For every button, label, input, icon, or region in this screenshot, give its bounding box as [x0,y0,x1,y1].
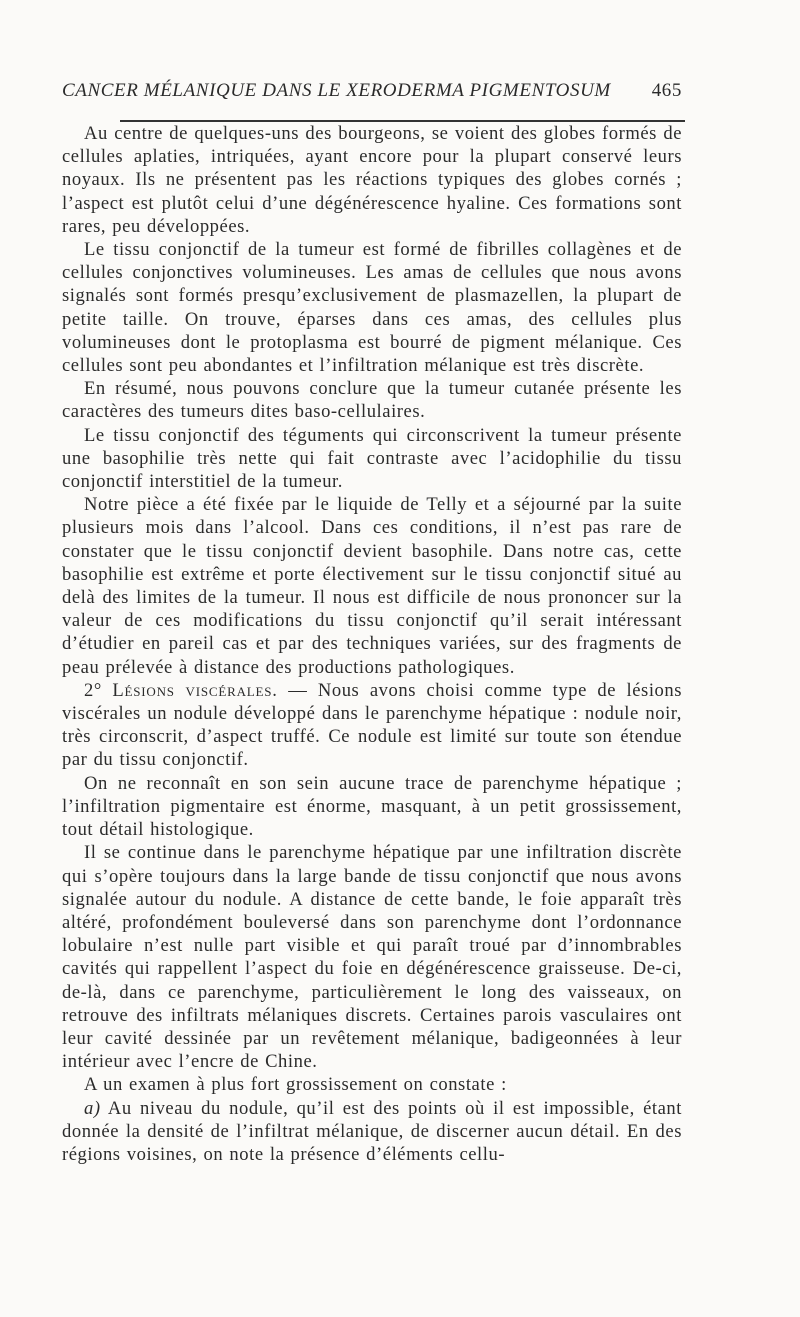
paragraph: En résumé, nous pouvons conclure que la tumeur cutanée présente les caractères des tumeurs dites baso-cellulaires. [62,378,682,423]
section-heading: Lésions viscérales. [112,679,278,701]
paragraph: Au centre de quelques-uns des bourgeons, se voient des globes formés de cellules aplaties, intriquées, ayant encore pour la plupart conservé leurs noyaux. Ils ne présentent pas les réactions typiques des globes cornés ; l’aspect est plutôt celui d’une dégénérescence hyaline. Ces formations sont rares, peu développées. [62,123,682,237]
section-number: 2° [84,679,113,701]
paragraph: Le tissu conjonctif de la tumeur est formé de fibrilles collagènes et de cellules conjonctives volumineuses. Les amas de cellules que nous avons signalés sont formés presqu’exclusivement de plasmazellen, la plupart de petite taille. On trouve, éparses dans ces amas, des cellules plus volumineuses dont le protoplasma est bourré de pigment mélanique. Ces cellules sont peu abondantes et l’infiltration mélanique est très discrète. [62,239,682,377]
body-text [62,122,682,1166]
list-marker: a) [84,1097,101,1119]
paragraph: Le tissu conjonctif des téguments qui circonscrivent la tumeur présente une basophilie très nette qui fait contraste avec l’acidophilie du tissu conjonctif interstitiel de la tumeur. [62,424,682,493]
paragraph: A un examen à plus fort grossissement on constate : [84,1074,507,1096]
running-head [62,80,682,110]
paragraph: On ne reconnaît en son sein aucune trace de parenchyme hépatique ; l’infiltration pigmentaire est énorme, masquant, à un petit grossissement, tout détail histologique. [62,772,682,841]
paragraph: Il se continue dans le parenchyme hépatique par une infiltration discrète qui s’opère toujours dans la large bande de tissu conjonctif que nous avons signalée autour du nodule. A distance de cette bande, le foie apparaît très altéré, profondément bouleversé dans son parenchyme dont l’ordonnance lobulaire n’est nulle part visible et qui paraît troué par d’innombrables cavités qui rappellent l’aspect du foie en dégénérescence graisseuse. De-ci, de-là, dans ce parenchyme, particulièrement le long des vaisseaux, on retrouve des infiltrats mélaniques discrets. Certaines parois vasculaires ont leur cavité dessinée par un revêtement mélanique, badigeonnées à leur intérieur avec l’encre de Chine. [62,842,682,1073]
running-head-title: CANCER MÉLANIQUE DANS LE XERODERMA PIGMENTOSUM [62,80,611,101]
section-text: — Nous avons choisi comme type de lésions viscérales un nodule développé dans le parenchyme hépatique : nodule noir, très circonscrit, d’aspect truffé. Ce nodule est limité sur toute son étendue par du tissu conjonctif. [62,679,683,771]
list-paragraph [62,1097,682,1167]
paragraph: Notre pièce a été fixée par le liquide de Telly et a séjourné par la suite plusieurs mois dans l’alcool. Dans ces conditions, il n’est pas rare de constater que le tissu conjonctif devient basophile. Dans notre cas, cette basophilie est extrême et porte électivement sur le tissu conjonctif situé au delà des limites de la tumeur. Il nous est difficile de nous prononcer sur la valeur de ces modifications du tissu conjonctif qu’il serait intéressant d’étudier en pareil cas et par des techniques variées, sur des fragments de peau prélevée à distance des productions pathologiques. [62,494,682,678]
page-number: 465 [651,80,682,101]
section-paragraph [62,679,682,772]
list-text: Au niveau du nodule, qu’il est des points où il est impossible, étant donnée la densité de l’infiltrat mélanique, de discerner aucun détail. En des régions voisines, on note la présence d’éléments cellu- [62,1097,682,1165]
